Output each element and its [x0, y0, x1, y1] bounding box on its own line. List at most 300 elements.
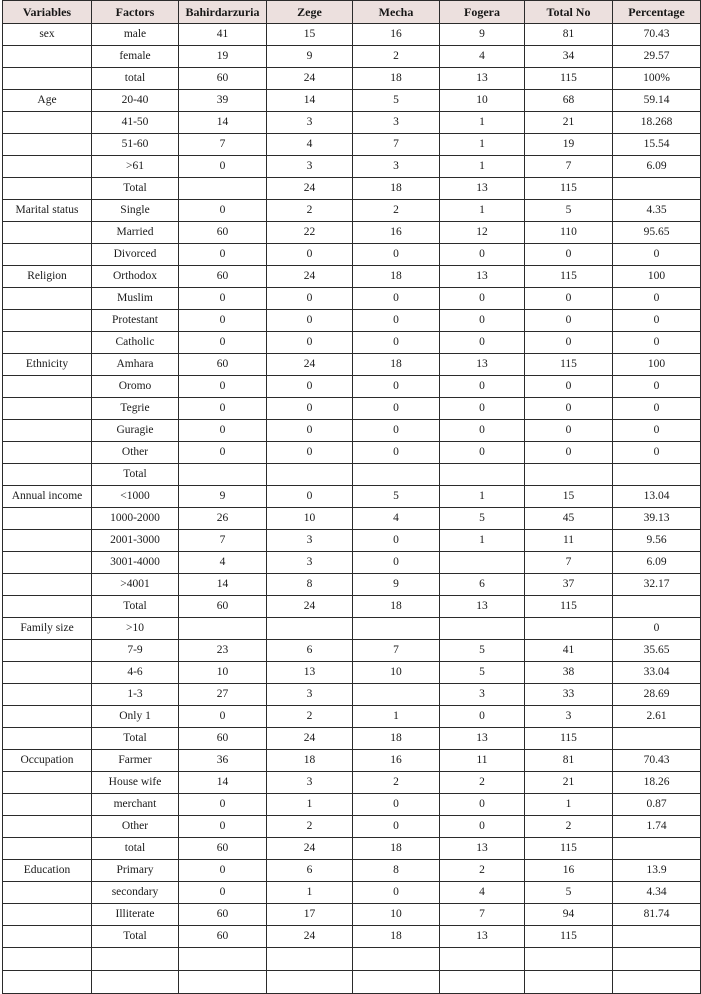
table-row [3, 530, 701, 552]
cell-factors: Only 1 [92, 706, 179, 728]
cell-total-no: 41 [525, 640, 613, 662]
cell-mecha: 18 [353, 178, 440, 200]
cell-total-no: 115 [525, 354, 613, 376]
cell-zege: 24 [267, 178, 353, 200]
cell-mecha: 0 [353, 794, 440, 816]
cell-fogera: 0 [440, 244, 525, 266]
cell-fogera: 13 [440, 838, 525, 860]
cell-factors: Orthodox [92, 266, 179, 288]
cell-fogera: 10 [440, 90, 525, 112]
cell-variables [3, 684, 92, 706]
cell-bahirdarzuria [179, 464, 267, 486]
cell-zege: 8 [267, 574, 353, 596]
cell-bahirdarzuria: 60 [179, 266, 267, 288]
cell-factors: Oromo [92, 376, 179, 398]
table-row [3, 376, 701, 398]
cell-mecha: 0 [353, 882, 440, 904]
cell-total-no: 45 [525, 508, 613, 530]
cell-variables [3, 46, 92, 68]
table-row [3, 464, 701, 486]
table-row [3, 112, 701, 134]
cell-factors [92, 971, 179, 994]
table-row [3, 200, 701, 222]
cell-bahirdarzuria: 0 [179, 332, 267, 354]
cell-fogera: 13 [440, 354, 525, 376]
cell-total-no [525, 464, 613, 486]
cell-mecha: 18 [353, 728, 440, 750]
cell-percentage: 4.35 [613, 200, 701, 222]
cell-zege: 2 [267, 816, 353, 838]
table-row [3, 684, 701, 706]
cell-percentage: 13.9 [613, 860, 701, 882]
cell-zege: 0 [267, 442, 353, 464]
cell-variables [3, 574, 92, 596]
cell-factors: Total [92, 596, 179, 618]
cell-mecha: 10 [353, 662, 440, 684]
cell-bahirdarzuria: 26 [179, 508, 267, 530]
table-row [3, 574, 701, 596]
cell-total-no: 1 [525, 794, 613, 816]
column-header-zege: Zege [267, 1, 353, 24]
cell-fogera: 3 [440, 684, 525, 706]
cell-bahirdarzuria: 0 [179, 794, 267, 816]
cell-bahirdarzuria: 0 [179, 310, 267, 332]
cell-total-no: 115 [525, 266, 613, 288]
cell-mecha [353, 948, 440, 971]
cell-bahirdarzuria: 60 [179, 926, 267, 948]
cell-zege: 0 [267, 310, 353, 332]
cell-zege: 3 [267, 684, 353, 706]
cell-variables [3, 442, 92, 464]
cell-total-no: 115 [525, 728, 613, 750]
cell-bahirdarzuria: 23 [179, 640, 267, 662]
cell-bahirdarzuria: 60 [179, 222, 267, 244]
cell-zege: 3 [267, 552, 353, 574]
cell-zege [267, 618, 353, 640]
table-row [3, 46, 701, 68]
table-body [3, 24, 701, 994]
cell-percentage: 81.74 [613, 904, 701, 926]
table-row [3, 222, 701, 244]
cell-total-no: 115 [525, 926, 613, 948]
cell-fogera: 5 [440, 640, 525, 662]
cell-fogera: 0 [440, 310, 525, 332]
cell-variables [3, 971, 92, 994]
cell-variables [3, 794, 92, 816]
cell-variables [3, 156, 92, 178]
cell-zege: 24 [267, 354, 353, 376]
cell-total-no: 0 [525, 398, 613, 420]
cell-zege [267, 464, 353, 486]
cell-factors: 3001-4000 [92, 552, 179, 574]
cell-fogera: 1 [440, 156, 525, 178]
cell-percentage: 0 [613, 244, 701, 266]
cell-percentage: 70.43 [613, 24, 701, 46]
cell-percentage [613, 948, 701, 971]
cell-fogera: 1 [440, 134, 525, 156]
cell-variables: Education [3, 860, 92, 882]
cell-percentage: 6.09 [613, 156, 701, 178]
cell-mecha: 3 [353, 112, 440, 134]
cell-fogera: 1 [440, 486, 525, 508]
demographics-table [2, 0, 701, 994]
cell-percentage [613, 464, 701, 486]
cell-zege: 10 [267, 508, 353, 530]
cell-percentage [613, 178, 701, 200]
cell-variables [3, 728, 92, 750]
cell-total-no: 115 [525, 178, 613, 200]
cell-zege: 24 [267, 266, 353, 288]
cell-zege: 3 [267, 112, 353, 134]
cell-mecha: 5 [353, 90, 440, 112]
cell-mecha: 16 [353, 24, 440, 46]
cell-variables: Ethnicity [3, 354, 92, 376]
cell-total-no: 16 [525, 860, 613, 882]
cell-factors: Amhara [92, 354, 179, 376]
cell-variables [3, 530, 92, 552]
cell-fogera: 5 [440, 662, 525, 684]
table-row [3, 816, 701, 838]
table-row [3, 420, 701, 442]
cell-mecha: 0 [353, 398, 440, 420]
cell-mecha [353, 684, 440, 706]
cell-zege: 1 [267, 882, 353, 904]
cell-fogera: 0 [440, 816, 525, 838]
cell-factors: Divorced [92, 244, 179, 266]
cell-percentage: 13.04 [613, 486, 701, 508]
cell-variables [3, 882, 92, 904]
cell-fogera: 1 [440, 530, 525, 552]
cell-zege: 0 [267, 398, 353, 420]
cell-total-no: 0 [525, 442, 613, 464]
cell-mecha: 18 [353, 596, 440, 618]
cell-fogera: 0 [440, 332, 525, 354]
cell-zege: 1 [267, 794, 353, 816]
table-row [3, 486, 701, 508]
cell-fogera: 4 [440, 882, 525, 904]
cell-fogera: 13 [440, 926, 525, 948]
cell-percentage: 1.74 [613, 816, 701, 838]
cell-variables [3, 662, 92, 684]
cell-bahirdarzuria: 7 [179, 530, 267, 552]
cell-zege: 0 [267, 288, 353, 310]
cell-fogera: 6 [440, 574, 525, 596]
cell-factors: Married [92, 222, 179, 244]
cell-mecha: 0 [353, 552, 440, 574]
cell-zege: 24 [267, 838, 353, 860]
cell-total-no: 5 [525, 882, 613, 904]
cell-zege: 4 [267, 134, 353, 156]
cell-factors [92, 948, 179, 971]
cell-mecha: 7 [353, 640, 440, 662]
cell-total-no: 21 [525, 772, 613, 794]
cell-fogera: 13 [440, 728, 525, 750]
cell-fogera [440, 948, 525, 971]
cell-variables [3, 772, 92, 794]
cell-total-no: 5 [525, 200, 613, 222]
table-row-blank [3, 948, 701, 971]
cell-fogera: 13 [440, 68, 525, 90]
cell-bahirdarzuria: 0 [179, 288, 267, 310]
cell-zege: 2 [267, 200, 353, 222]
cell-bahirdarzuria: 0 [179, 860, 267, 882]
cell-zege: 3 [267, 156, 353, 178]
cell-factors: Other [92, 816, 179, 838]
cell-mecha: 0 [353, 530, 440, 552]
cell-bahirdarzuria: 0 [179, 376, 267, 398]
cell-mecha: 0 [353, 420, 440, 442]
cell-variables [3, 68, 92, 90]
cell-mecha [353, 464, 440, 486]
cell-mecha [353, 971, 440, 994]
cell-total-no: 81 [525, 750, 613, 772]
cell-total-no: 0 [525, 376, 613, 398]
cell-bahirdarzuria: 19 [179, 46, 267, 68]
cell-total-no: 11 [525, 530, 613, 552]
cell-factors: female [92, 46, 179, 68]
cell-bahirdarzuria: 14 [179, 112, 267, 134]
cell-total-no: 19 [525, 134, 613, 156]
cell-factors: 51-60 [92, 134, 179, 156]
cell-factors: >10 [92, 618, 179, 640]
column-header-bahirdarzuria: Bahirdarzuria [179, 1, 267, 24]
table-row [3, 904, 701, 926]
cell-total-no: 115 [525, 596, 613, 618]
cell-percentage: 39.13 [613, 508, 701, 530]
cell-mecha: 18 [353, 926, 440, 948]
cell-factors: Other [92, 442, 179, 464]
cell-zege: 14 [267, 90, 353, 112]
cell-percentage: 15.54 [613, 134, 701, 156]
cell-fogera: 0 [440, 288, 525, 310]
cell-mecha: 16 [353, 750, 440, 772]
cell-factors: Total [92, 926, 179, 948]
cell-factors: 1000-2000 [92, 508, 179, 530]
cell-mecha: 7 [353, 134, 440, 156]
table-row [3, 244, 701, 266]
cell-fogera: 7 [440, 904, 525, 926]
cell-total-no: 0 [525, 310, 613, 332]
cell-percentage: 0 [613, 442, 701, 464]
cell-percentage: 95.65 [613, 222, 701, 244]
cell-fogera [440, 971, 525, 994]
cell-variables: Annual income [3, 486, 92, 508]
cell-fogera: 13 [440, 596, 525, 618]
cell-factors: Total [92, 728, 179, 750]
cell-variables [3, 244, 92, 266]
cell-factors: merchant [92, 794, 179, 816]
cell-bahirdarzuria: 39 [179, 90, 267, 112]
cell-total-no: 0 [525, 420, 613, 442]
cell-zege: 0 [267, 244, 353, 266]
cell-bahirdarzuria: 60 [179, 68, 267, 90]
cell-total-no: 37 [525, 574, 613, 596]
cell-variables [3, 640, 92, 662]
cell-total-no: 7 [525, 552, 613, 574]
cell-bahirdarzuria: 0 [179, 816, 267, 838]
cell-bahirdarzuria: 0 [179, 706, 267, 728]
cell-factors: 1-3 [92, 684, 179, 706]
cell-percentage: 0 [613, 618, 701, 640]
table-row [3, 24, 701, 46]
cell-bahirdarzuria: 0 [179, 882, 267, 904]
cell-variables [3, 398, 92, 420]
cell-percentage: 4.34 [613, 882, 701, 904]
cell-mecha: 0 [353, 816, 440, 838]
column-header-factors: Factors [92, 1, 179, 24]
cell-factors: <1000 [92, 486, 179, 508]
cell-total-no: 81 [525, 24, 613, 46]
table-row [3, 442, 701, 464]
cell-total-no: 33 [525, 684, 613, 706]
cell-percentage: 32.17 [613, 574, 701, 596]
cell-zege: 17 [267, 904, 353, 926]
cell-fogera: 5 [440, 508, 525, 530]
table-row [3, 706, 701, 728]
cell-mecha: 0 [353, 288, 440, 310]
cell-fogera [440, 552, 525, 574]
cell-fogera: 2 [440, 772, 525, 794]
cell-total-no: 115 [525, 68, 613, 90]
cell-percentage: 28.69 [613, 684, 701, 706]
table-row [3, 728, 701, 750]
cell-percentage: 100 [613, 266, 701, 288]
cell-percentage: 100% [613, 68, 701, 90]
cell-factors: Total [92, 464, 179, 486]
cell-zege: 2 [267, 706, 353, 728]
cell-total-no: 38 [525, 662, 613, 684]
cell-fogera: 11 [440, 750, 525, 772]
cell-factors: Illiterate [92, 904, 179, 926]
cell-mecha: 3 [353, 156, 440, 178]
cell-mecha: 18 [353, 266, 440, 288]
cell-percentage: 0 [613, 376, 701, 398]
cell-bahirdarzuria: 10 [179, 662, 267, 684]
table-row [3, 926, 701, 948]
cell-percentage: 18.26 [613, 772, 701, 794]
column-header-total-no: Total No [525, 1, 613, 24]
cell-zege: 22 [267, 222, 353, 244]
table-row [3, 860, 701, 882]
cell-variables: Marital status [3, 200, 92, 222]
cell-variables [3, 552, 92, 574]
cell-zege: 13 [267, 662, 353, 684]
cell-percentage: 70.43 [613, 750, 701, 772]
cell-factors: 4-6 [92, 662, 179, 684]
cell-bahirdarzuria: 36 [179, 750, 267, 772]
cell-factors: Farmer [92, 750, 179, 772]
cell-bahirdarzuria: 14 [179, 574, 267, 596]
cell-factors: House wife [92, 772, 179, 794]
cell-variables [3, 222, 92, 244]
cell-zege: 24 [267, 68, 353, 90]
cell-percentage [613, 838, 701, 860]
cell-percentage [613, 926, 701, 948]
cell-percentage: 0 [613, 420, 701, 442]
table-row [3, 640, 701, 662]
table-row [3, 178, 701, 200]
table-row [3, 398, 701, 420]
cell-variables: sex [3, 24, 92, 46]
cell-factors: total [92, 838, 179, 860]
cell-mecha: 0 [353, 244, 440, 266]
cell-variables: Religion [3, 266, 92, 288]
cell-total-no: 110 [525, 222, 613, 244]
cell-variables: Age [3, 90, 92, 112]
cell-total-no: 7 [525, 156, 613, 178]
cell-bahirdarzuria: 60 [179, 596, 267, 618]
cell-variables [3, 332, 92, 354]
cell-mecha: 8 [353, 860, 440, 882]
cell-zege: 24 [267, 728, 353, 750]
cell-zege: 9 [267, 46, 353, 68]
cell-bahirdarzuria: 0 [179, 442, 267, 464]
cell-percentage: 6.09 [613, 552, 701, 574]
cell-zege: 0 [267, 420, 353, 442]
table-row [3, 662, 701, 684]
table-row [3, 508, 701, 530]
cell-bahirdarzuria: 0 [179, 398, 267, 420]
cell-fogera: 12 [440, 222, 525, 244]
cell-bahirdarzuria: 0 [179, 156, 267, 178]
cell-zege: 3 [267, 530, 353, 552]
cell-factors: 20-40 [92, 90, 179, 112]
cell-factors: Total [92, 178, 179, 200]
cell-mecha: 0 [353, 376, 440, 398]
table-row [3, 596, 701, 618]
cell-percentage [613, 971, 701, 994]
cell-fogera: 9 [440, 24, 525, 46]
cell-percentage: 9.56 [613, 530, 701, 552]
cell-fogera: 13 [440, 178, 525, 200]
cell-percentage: 0 [613, 398, 701, 420]
cell-fogera: 13 [440, 266, 525, 288]
cell-fogera: 1 [440, 112, 525, 134]
cell-percentage: 29.57 [613, 46, 701, 68]
table-row [3, 750, 701, 772]
cell-variables [3, 134, 92, 156]
cell-bahirdarzuria: 27 [179, 684, 267, 706]
cell-bahirdarzuria: 7 [179, 134, 267, 156]
cell-zege: 24 [267, 596, 353, 618]
cell-fogera: 2 [440, 860, 525, 882]
cell-factors: secondary [92, 882, 179, 904]
column-header-variables: Variables [3, 1, 92, 24]
table-row [3, 288, 701, 310]
cell-factors: Primary [92, 860, 179, 882]
cell-percentage: 0 [613, 288, 701, 310]
cell-factors: Single [92, 200, 179, 222]
cell-total-no [525, 618, 613, 640]
cell-total-no: 0 [525, 332, 613, 354]
cell-fogera: 0 [440, 420, 525, 442]
cell-bahirdarzuria [179, 948, 267, 971]
cell-zege: 6 [267, 640, 353, 662]
cell-mecha: 2 [353, 772, 440, 794]
table-row [3, 882, 701, 904]
cell-bahirdarzuria: 60 [179, 354, 267, 376]
cell-bahirdarzuria [179, 178, 267, 200]
cell-variables: Occupation [3, 750, 92, 772]
cell-percentage: 18.268 [613, 112, 701, 134]
cell-fogera: 0 [440, 398, 525, 420]
cell-factors: Guragie [92, 420, 179, 442]
cell-bahirdarzuria: 0 [179, 420, 267, 442]
cell-zege: 18 [267, 750, 353, 772]
cell-factors: Tegrie [92, 398, 179, 420]
cell-total-no [525, 948, 613, 971]
cell-mecha: 0 [353, 332, 440, 354]
